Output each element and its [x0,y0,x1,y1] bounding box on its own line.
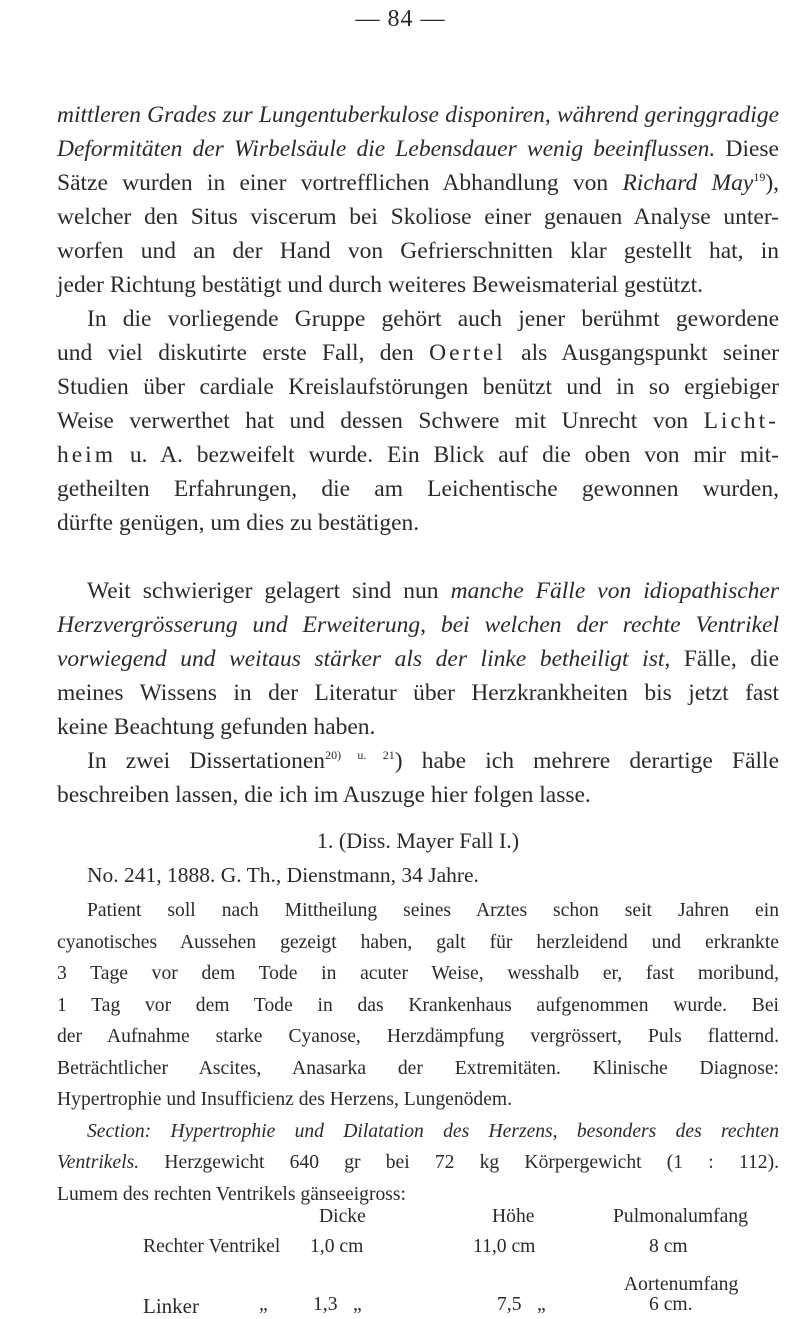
text-line: Patient soll nach Mittheilung seines Arztes schon seit Jahren ein [87,900,779,921]
paragraph-1 [57,98,779,302]
text-line: dürfte genügen, um dies zu bestätigen. [57,510,420,536]
cell-rechter-pulmonal: 8 cm [649,1236,688,1257]
cell-linker-aorten: 6 cm. [649,1294,693,1315]
text-line: In zwei Dissertationen$^{20) u.}$ $^{21}$) habe ich mehrere derartige Fälle [87,748,780,774]
paragraph-2 [57,302,779,540]
row-label-rechter: Rechter Ventrikel [143,1236,281,1257]
text-line: Sätze wurden in einer vortrefflichen Abhandlung von Richard May$^{19}$), [57,170,780,196]
text-line: keine Beachtung gefunden haben. [57,714,376,740]
text-line: Section: Hypertrophie und Dilatation des Herzens, besonders des rechten [87,1120,779,1142]
case-heading: 1. (Diss. Mayer Fall I.) [316,828,520,853]
text-line: und viel diskutirte erste Fall, den Oertel als Ausgangspunkt seiner [57,340,780,366]
text-line: Ventrikels. Herzgewicht 640 gr bei 72 kg Körpergewicht (1 : 112). [57,1152,779,1173]
col-header-hoehe: Höhe [492,1206,535,1227]
cell-rechter-dicke: 1,0 cm [310,1236,364,1257]
cell-linker-hoehe: 7,5 [497,1294,522,1315]
paragraph-3 [57,574,779,744]
ditto-mark: „ [259,1294,268,1315]
text-line: Deformitäten der Wirbelsäule die Lebensdauer wenig beeinflussen. Diese [57,136,779,162]
text-line: Weise verwerthet hat und dessen Schwere mit Unrecht von Licht- [57,408,779,434]
text-line: jeder Richtung bestätigt und durch weiteres Beweismaterial gestützt. [57,272,704,298]
text-line: welcher den Situs viscerum bei Skoliose einer genauen Analyse unter- [57,204,779,230]
case-report [57,858,779,892]
ditto-mark: „ [537,1294,546,1315]
sub-header-aortenumfang: Aortenumfang [624,1274,739,1295]
text-line: Herzvergrösserung und Erweiterung, bei welchen der rechte Ventrikel [57,612,779,638]
text-line: 1 Tag vor dem Tode in das Krankenhaus aufgenommen wurde. Bei [57,994,779,1016]
text-line: vorwiegend und weitaus stärker als der linke betheiligt ist, Fälle, die [57,646,780,672]
text-line: heim u. A. bezweifelt wurde. Ein Blick auf die oben von mir mit- [57,442,780,468]
cell-rechter-hoehe: 11,0 cm [473,1236,536,1257]
col-header-pulmonalumfang: Pulmonalumfang [613,1206,748,1227]
text-line: Weit schwieriger gelagert sind nun manche Fälle von idiopathischer [87,578,779,604]
ditto-mark: „ [353,1294,362,1315]
text-line: Lumem des rechten Ventrikels gänseeigross: [57,1183,406,1205]
paragraph-4 [57,744,779,812]
case-number-line: No. 241, 1888. G. Th., Dienstmann, 34 Jahre. [87,863,479,887]
text-line: beschreiben lassen, die ich im Auszuge hier folgen lasse. [57,782,591,808]
cell-linker-dicke: 1,3 [313,1294,338,1315]
text-line: 3 Tage vor dem Tode in acuter Weise, wesshalb er, fast moribund, [57,963,779,984]
text-line: worfen und an der Hand von Gefrierschnitten klar gestellt hat, in [57,238,779,264]
text-line: getheilten Erfahrungen, die am Leichentische gewonnen wurden, [57,476,779,502]
text-line: Hypertrophie und Insufficienz des Herzens, Lungenödem. [57,1089,513,1110]
page-number: — 84 — [355,6,446,32]
text-line: In die vorliegende Gruppe gehört auch jener berühmt gewordene [87,306,779,332]
text-line: der Aufnahme starke Cyanose, Herzdämpfung vergrössert, Puls flatternd. [57,1026,779,1047]
case-description [57,895,779,1210]
text-line: mittleren Grades zur Lungentuberkulose disponiren, während geringgradige [57,102,779,128]
text-line: cyanotisches Aussehen gezeigt haben, galt für herzleidend und erkrankte [57,931,779,953]
text-line: meines Wissens in der Literatur über Herzkrankheiten bis jetzt fast [57,680,779,706]
col-header-dicke: Dicke [319,1206,366,1227]
row-label-linker: Linker [143,1294,199,1318]
text-line: Studien über cardiale Kreislaufstörungen benützt und in so ergiebiger [57,374,779,400]
text-line: Beträchtlicher Ascites, Anasarka der Extremitäten. Klinische Diagnose: [57,1057,779,1079]
